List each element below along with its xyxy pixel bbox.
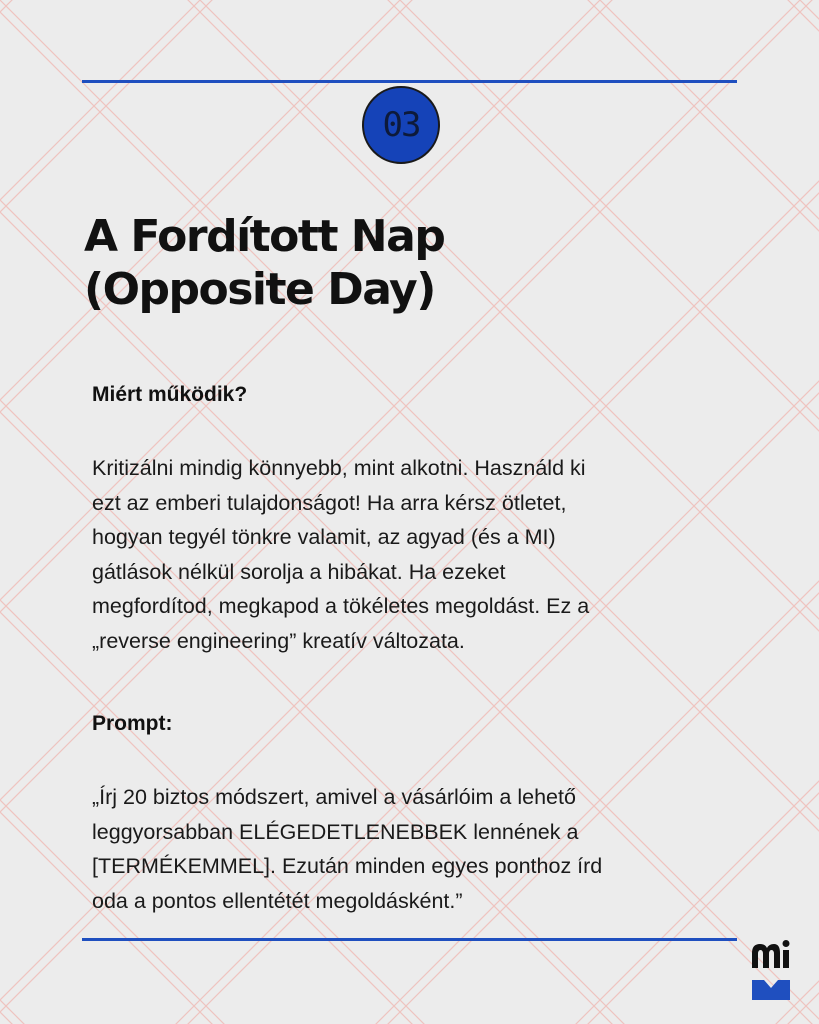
paragraph-line: „reverse engineering” kreatív változata. [92,628,465,653]
explanation-paragraph [92,451,732,658]
paragraph-line: gátlások nélkül sorolja a hibákat. Ha ezeket [92,559,506,584]
step-number-badge: 03 [362,86,440,164]
paragraph-line: hogyan tegyél tönkre valamit, az agyad (és a MI) [92,525,556,549]
prompt-line: „Írj 20 biztos módszert, amivel a vásárlóim a lehető [92,785,576,809]
prompt-text [92,780,732,918]
paragraph-line: ezt az emberi tulajdonságot! Ha arra kérsz ötletet, [92,490,567,515]
title-line: A Fordított Nap [84,211,445,262]
page-title [84,210,744,316]
mi-logo-icon [752,940,790,1002]
paragraph-line: Kritizálni mindig könnyebb, mint alkotni. Használd ki [92,456,586,480]
paragraph-line: megfordítod, megkapod a tökéletes megoldást. Ez a [92,594,590,618]
prompt-line: oda a pontos ellentétét megoldásként.” [92,888,463,913]
top-divider [82,80,737,83]
prompt-line: [TERMÉKEMMEL]. Ezután minden egyes ponthoz írd [92,854,603,878]
prompt-heading: Prompt: [92,712,173,735]
why-heading: Miért működik? [92,383,248,406]
title-line: (Opposite Day) [84,264,435,315]
bottom-divider [82,938,737,941]
prompt-line: leggyorsabban ELÉGEDETLENEBBEK lennének a [92,819,579,844]
